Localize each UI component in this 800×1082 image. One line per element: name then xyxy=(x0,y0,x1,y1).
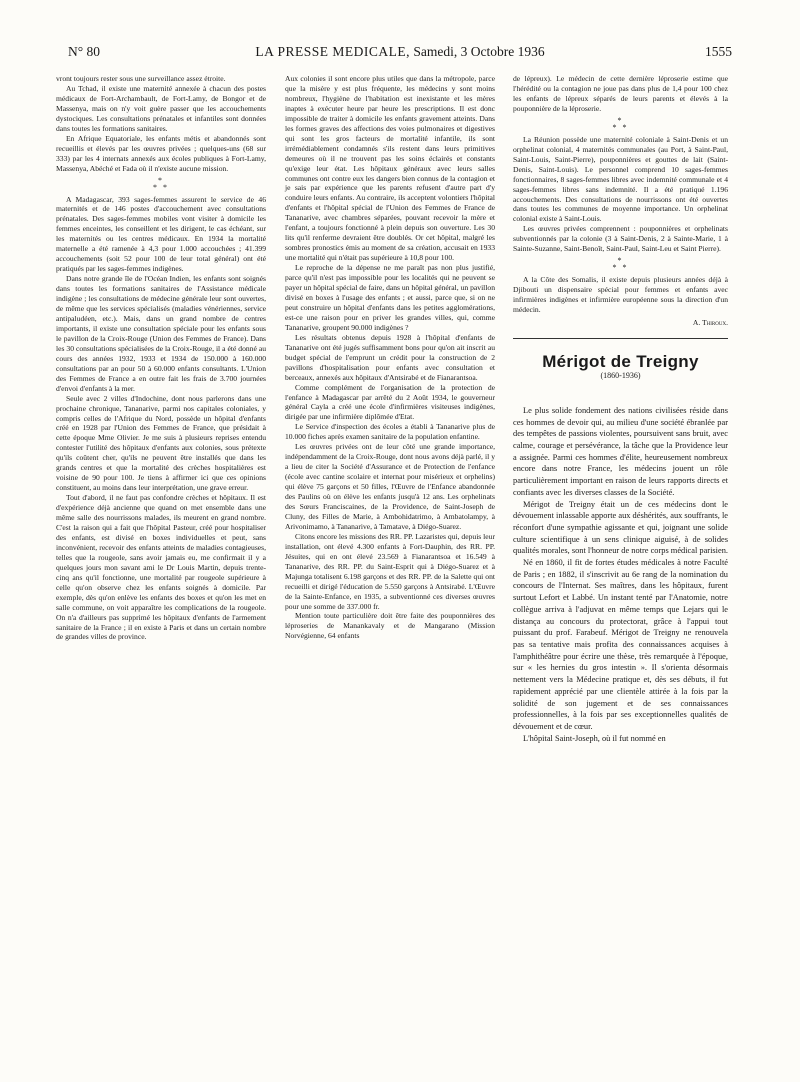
column-3 xyxy=(513,74,728,744)
paragraph: En Afrique Equatoriale, les enfants métis et abandonnés sont recueillis et élevés par les œuvres privées ; quelques-uns (68 sur 333) par les 4 internats annexés aux écoles publiques à Fort-Lamy, Massenya, Abéché et Fada où il n'existe aucune mission. xyxy=(56,133,266,173)
paragraph: A la Côte des Somalis, il existe depuis plusieurs années déjà à Djibouti un dispensaire spécial pour femmes et enfants avec infirmières indigènes et infirmière européenne sous la direction d'un médecin. xyxy=(513,275,728,315)
paragraph: Comme complément de l'organisation de la protection de l'enfance à Madagascar par arrêté du 2 Août 1934, le gouverneur général Cayla a créé une école d'infirmières visiteuses indigènes, dirigée par une infirmière diplômée d'Etat. xyxy=(285,382,495,422)
page-number: 1555 xyxy=(705,44,732,59)
paragraph: Seule avec 2 villes d'Indochine, dont nous parlerons dans une prochaine chronique, Tananarive, parmi nos capitales coloniales, y compris celles de l'Afrique du Nord, possède un hôpital d'enfants créé en 1928 par l'Union des Femmes de France, que présidait à cette époque Mme Olivier. Je me suis à plusieurs reprises entendu contester l'utilité des hôpitaux d'enfants aux colonies, sous prétexte qu'ils coûtent cher, qu'ils ne peuvent être installés que dans les grands centres et que la mortalité des crèches hospitalières est voisine de 90 pour 100. Je tiens à affirmer ici que ces opinions constituent, au moins dans leur interprétation, une grave erreur. xyxy=(56,393,266,493)
paragraph: Le Service d'inspection des écoles a établi à Tananarive plus de 10.000 fiches après examen sanitaire de la population enfantine. xyxy=(285,422,495,442)
paragraph: Citons encore les missions des RR. PP. Lazaristes qui, depuis leur installation, ont élevé 4.300 enfants à Fort-Dauphin, des RR. PP. Jésuites, qui en ont élevé 23.569 à Fianarantsoa et 16.549 à Tananarive, des RR. PP. du Saint-Esprit qui à Diégo-Suarez et à Majunga totalisent 6.198 garçons et des RR. PP. de la Salette qui ont recueilli et dirigé l'éducation de 5.550 garçons à Antsirabé. L'Œuvre de la Sainte-Enfance, en 1935, a subventionné ces diverses œuvres pour une somme de 337.000 fr. xyxy=(285,531,495,611)
column-1 xyxy=(56,74,266,642)
journal-name: LA PRESSE MEDICALE, xyxy=(255,44,411,59)
paragraph: Tout d'abord, il ne faut pas confondre crèches et hôpitaux. Il est d'expérience déjà ancienne que quand on met ensemble dans une même salle des nourrissons malades, ils meurent en grand nombre. C'est la raison qui a fait que l'hôpital Pasteur, créé pour hospitaliser des enfants, est divisé en boxes individuelles et peut, sans inconvénient, recevoir des enfants atteints de maladies contagieuses, telles que la rougeole, sans avoir jamais eu, me confirmait il y a quelques jours mon savant ami le Dr Louis Martin, depuis trente-cinq ans qu'il fonctionne, une mortalité par rougeole supérieure à celle qu'on observe chez les enfants soignés à domicile. Par exemple, dès qu'on enlève les enfants des boxes et qu'on les met en salle commune, on voit apparaître les complications de la rougeole. On n'a d'ailleurs pas supprimé les hôpitaux d'enfants de l'armement sanitaire de la France ; il en existe à Paris et dans un certain nombre de grandes villes de province. xyxy=(56,493,266,642)
paragraph: Mérigot de Treigny était un de ces médecins dont le dévouement inlassable apporte aux déshérités, aux souffrants, le réconfort d'une sympathie agissante et qui, joignant une solide culture scientifique à un sens clinique aiguisé, à de solides qualités morales, sont l'honneur de notre corps médical parisien. xyxy=(513,499,729,556)
paragraph: Le reproche de la dépense ne me paraît pas non plus justifié, parce qu'il n'est pas impossible pour les localités qui ne peuvent se payer un hôpital spécial de faire, dans un hôpital général, un pavillon divisé en boxes à l'usage des enfants ; et aussi, parce que, si on ne peut construire un hôpital d'enfants dans les petites agglomérations, est-ce une raison pour en priver les grandes villes, qui, comme Tananarive, groupent 90.000 indigènes ? xyxy=(285,263,495,332)
paragraph: vront toujours rester sous une surveillance assez étroite. xyxy=(56,74,226,83)
section-separator: * * * xyxy=(612,256,629,273)
paragraph: Les œuvres privées comprennent : pouponnières et orphelinats subventionnés par la colonie (3 à Saint-Denis, 2 à Sainte-Marie, 1 à Sainte-Suzanne, Saint-Benoît, Saint-Paul, Saint-Leu et Saint Pierre). xyxy=(513,224,728,254)
obituary-title: Mérigot de Treigny xyxy=(542,352,699,372)
paragraph: Aux colonies il sont encore plus utiles que dans la métropole, parce que la misère y est plus fréquente, les médecins y sont moins nombreux, l'hygiène de l'habitation est inexistante et les mères inaptes à exécuter heure par heure les prescriptions. Il est donc impossible de traiter à domicile les enfants gravement atteints. Dans les formes graves des affections des voies pulmonaires et digestives qui sont les gros facteurs de mortalité infantile, ils sont irrémédiablement condamnés s'ils restent dans leurs primitives demeures où il ne trouvent pas les soins éclairés et constants qu'exige leur état. Les hôpitaux généraux avec leurs salles communes ont contre eux les dangers bien connus de la contagion et je sais par expérience que les parents refusent d'autre part d'y conduire leurs enfants. Au contraire, ils acceptent volontiers l'hôpital d'enfants et l'hôpital spécial de l'Union des Femmes de France de Tananarive, avec chambres séparées, pouvant recevoir la mère et l'enfant, a toujours fonctionné à plein depuis son ouverture. Les 30 lits qu'il renferme devraient être doublés. Or cet hôpital, malgré les sombres pronostics émis au moment de sa création, accusait en 1933 une mortalité qui n'était pas supérieure à 10,8 pour 100. xyxy=(285,74,495,263)
paragraph: Mention toute particulière doit être faite des pouponnières des léproseries de Manankavaly et de Mangarano (Mission Norvégienne, 64 enfants xyxy=(285,611,495,641)
paragraph: L'hôpital Saint-Joseph, où il fut nommé en xyxy=(523,733,666,743)
paragraph: de lépreux). Le médecin de cette dernière léproserie estime que l'hérédité ou la contagion ne joue pas dans plus de 1,4 pour 100 chez les enfants de lépreux séparés de leurs parents et élevés à la pouponnière de la léproserie. xyxy=(513,74,728,113)
header-title xyxy=(60,44,740,60)
paragraph: Dans notre grande île de l'Océan Indien, les enfants sont soignés dans toutes les formations sanitaires de l'Assistance médicale indigène ; les consultations de médecine générale leur sont ouvertes, de même que les services spécialisés (maladies vénériennes, service antipaludéen, etc.). Mais, dans un grand nombre de centres importants, il existe une consultation spéciale pour les enfants sous le pavillon de la Croix-Rouge (Union des Femmes de France). Dans les 30 consultations spécialisées de la Croix-Rouge, il a été donné au cours des années 1932, 1933 et 1934 de 150.000 à 160.000 consultations par an pour 50 à 60.000 enfants consultants. L'Union des Femmes de France a en outre fait les frais de 3.700 journées d'envoi d'enfants à la mer. xyxy=(56,274,266,393)
section-separator: * * * xyxy=(153,175,169,192)
obituary xyxy=(513,352,729,744)
obituary-dates: (1860-1936) xyxy=(600,370,641,380)
paragraph: Les œuvres privées ont de leur côté une grande importance, indépendamment de la Croix-Rouge, dont nous avons déjà parlé, il y a lieu de citer la Société d'Assurance et de Protection de l'enfance (école avec cantine scolaire et internat pour misérieux et orphelins) qui élève 75 garçons et 50 filles, l'Œuvre de l'Enfance abandonnée des Paulins où on élève les enfants jusqu'à 12 ans. Les orphelinats des Sœurs Franciscaines, de la Providence, de Saint-Joseph de Cluny, des Filles de Marie, à Ambohidatrimo, à Ambatolampy, à Arivonimamo, à Tananarive, à Tamatave, à Diégo-Suarez. xyxy=(285,442,495,531)
author-signature: A. Thiroux. xyxy=(692,318,728,328)
page-header xyxy=(60,44,740,64)
paragraph: Le plus solide fondement des nations civilisées réside dans ces hommes de devoir qui, au milieu d'une société ébranlée par des tempêtes de passions violentes, poursuivent sans bruit, avec calme, courage et persévérance, la tâche que la Providence leur a assignée. Parmi ces hommes d'élite, heureusement nombreux encore dans notre France, les médecins jouent un rôle particulièrement important en raison de leurs rapports directs et confiants avec les diverses classes de la Société. xyxy=(513,405,728,497)
paragraph: Au Tchad, il existe une maternité annexée à chacun des postes médicaux de Fort-Archambault, de Fort-Lamy, de Bongor et de Massenya, mais on n'y voit guère passer que les accouchements dystociques. Les consultations prénatales et infantiles sont données dans toutes les formations sanitaires. xyxy=(56,83,266,133)
section-separator: * * * xyxy=(612,115,629,132)
issue-date: Samedi, 3 Octobre 1936 xyxy=(413,44,545,59)
issue-number: N° 80 xyxy=(68,44,101,59)
paragraph: Né en 1860, il fit de fortes études médicales à notre Faculté de Paris ; en 1882, il s'inscrivit au 6e rang de la nomination du concours de l'Internat. Ses maîtres, dans les hôpitaux, furent surtout Lefort et Labbé. Un instant tenté par l'Anatomie, notre collègue arriva à l'adjuvat en même temps que Lejars qui le distança au concours du protectorat, grâce à l'appui tout puissant du prof. Farabeuf. Mérigot de Treigny ne renouvela pas sa tentative mais profita des connaissances acquises à l'amphithéâtre pour écrire une thèse, très remarquée à l'époque, sur « les hernies du gros intestin ». Il s'orienta désormais nettement vers la Médecine pratique et, dès ses débuts, il fut rapidement apprécié par une clientèle attirée à la fois par la solidité de son jugement et de ses connaissances professionnelles, à la fois par ses exceptionnelles qualités de dévouement et de cœur. xyxy=(513,558,728,731)
section-divider xyxy=(513,338,728,339)
paragraph: La Réunion possède une maternité coloniale à Saint-Denis et un orphelinat colonial, 4 maternités communales (au Port, à Saint-Paul, Saint-Louis, Saint-Pierre), pouponnières et gouttes de lait (Saint-Denis, Saint-Louis). Le personnel comprend 10 sages-femmes fonctionnaires, 8 sages-femmes libres avec indemnité communale et 4 sages-femmes libres sans indemnité. Il a été pratiqué 1.196 accouchements. Des consultations de nourrissons ont été ouvertes dans toutes les communes de moyenne importance. Un orphelinat colonial existe à Saint-Louis. xyxy=(513,134,728,224)
column-2 xyxy=(285,74,495,641)
paragraph: A Madagascar, 393 sages-femmes assurent le service de 46 maternités et de 146 postes d'accouchement avec consultations prénatales. Des sages-femmes mobiles vont visiter à domicile les femmes enceintes, les conseillent et les dirigent, le cas échéant, sur les maternités ou les centres médicaux. En 1934 la mortalité maternelle a été ramenée à 4,3 pour 1.000 accouchées ; 41.399 accouchements (soit 52 pour 100 de leur total général) ont été pratiqués par les sages-femmes indigènes. xyxy=(56,194,266,274)
paragraph: Les résultats obtenus depuis 1928 à l'hôpital d'enfants de Tananarive ont été jugés suffisamment bons pour qu'on ait inscrit au budget spécial de l'emprunt un crédit pour la construction de 2 pavillons d'hospitalisation pour enfants avec consultation et berceaux, annexés aux hôpitaux d'Antsirabé et de Fianarantsoa. xyxy=(285,332,495,382)
